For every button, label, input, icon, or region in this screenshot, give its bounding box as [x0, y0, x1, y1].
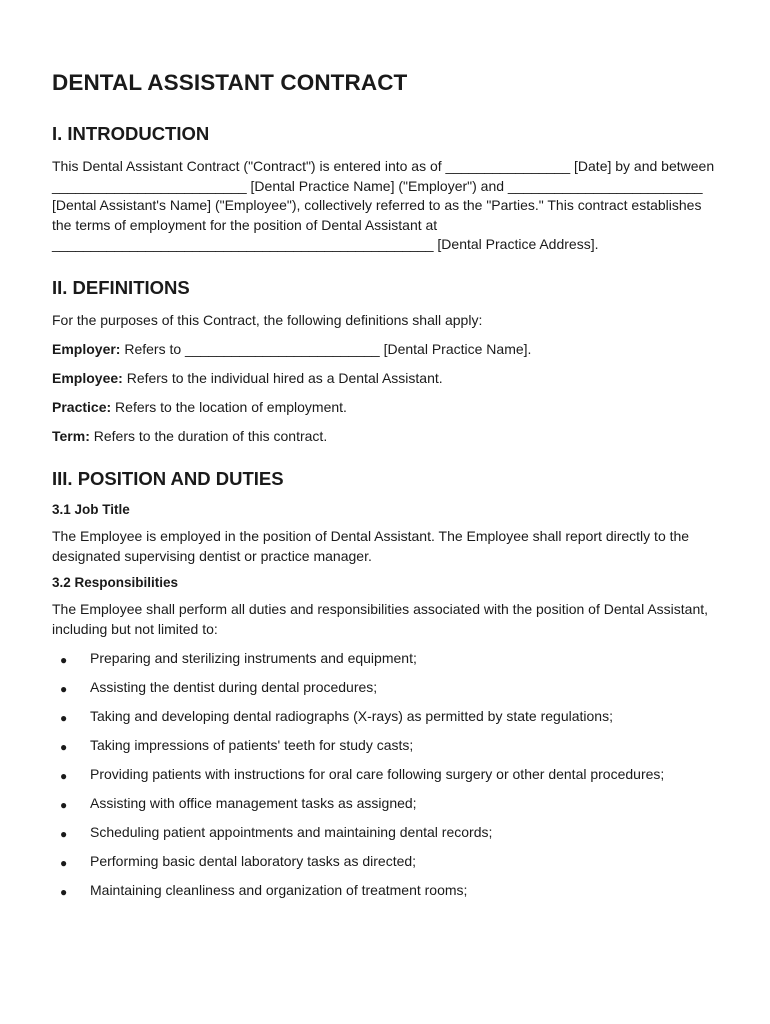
bullet-icon: ● [60, 798, 68, 812]
list-item [52, 823, 720, 843]
section-spacer [52, 456, 720, 468]
responsibilities-lead: The Employee shall perform all duties and responsibilities associated with the position of Dental Assistant, including but not limited to: [52, 601, 709, 637]
definition-term: Practice: [52, 399, 112, 415]
definition-term-item [52, 427, 720, 447]
duty-text: Assisting with office management tasks as assigned; [90, 795, 417, 811]
definition-employee [52, 369, 720, 389]
document-title: DENTAL ASSISTANT CONTRACT [52, 70, 408, 95]
list-item [52, 707, 720, 727]
bullet-icon: ● [60, 769, 68, 783]
bullet-icon: ● [60, 827, 68, 841]
definition-text: Refers to the location of employment. [111, 399, 347, 415]
list-item [52, 852, 720, 872]
definition-text: Refers to the individual hired as a Dental Assistant. [122, 370, 443, 386]
definition-term: Employee: [52, 370, 123, 386]
bullet-icon: ● [60, 856, 68, 870]
definition-term: Employer: [52, 341, 121, 357]
bullet-icon: ● [60, 711, 68, 725]
definition-term: Term: [52, 428, 90, 444]
list-item [52, 881, 720, 901]
section-heading-definitions: II. DEFINITIONS [52, 276, 190, 298]
section-position-duties [52, 468, 720, 901]
introduction-paragraph: This Dental Assistant Contract ("Contract") is entered into as of ________________ [Date] by and between _________________________ [Dental Practice Name] ("Employer") and _________________________ [Dental Assistant's Name] ("Employee"), collectively referred to as the "Parties." This contract establishes the terms of employment for the position of Dental Assistant at _________________________________________________ [Dental Practice Address]. [52, 158, 715, 252]
subheading-job-title: 3.1 Job Title [52, 502, 130, 517]
bullet-icon: ● [60, 885, 68, 899]
list-item [52, 736, 720, 756]
subheading-responsibilities: 3.2 Responsibilities [52, 575, 179, 590]
list-item [52, 678, 720, 698]
section-heading-introduction: I. INTRODUCTION [52, 123, 210, 144]
duties-list [52, 649, 720, 901]
section-definitions [52, 277, 720, 447]
list-item [52, 794, 720, 814]
duty-text: Assisting the dentist during dental procedures; [90, 679, 378, 695]
list-item [52, 765, 720, 785]
bullet-icon: ● [60, 740, 68, 754]
bullet-icon: ● [60, 682, 68, 696]
duty-text: Taking and developing dental radiographs (X-rays) as permitted by state regulations; [90, 708, 613, 724]
definition-practice [52, 398, 720, 418]
definition-text: Refers to _________________________ [Dental Practice Name]. [120, 341, 532, 357]
duty-text: Providing patients with instructions for oral care following surgery or other dental procedures; [90, 766, 665, 782]
definition-text: Refers to the duration of this contract. [89, 428, 328, 444]
definition-employer [52, 340, 720, 360]
duty-text: Taking impressions of patients' teeth for study casts; [90, 737, 414, 753]
bullet-icon: ● [60, 653, 68, 667]
definitions-lead: For the purposes of this Contract, the following definitions shall apply: [52, 311, 483, 328]
duty-text: Performing basic dental laboratory tasks as directed; [90, 853, 417, 869]
section-introduction [52, 123, 720, 255]
section-heading-position: III. POSITION AND DUTIES [52, 468, 284, 489]
duty-text: Scheduling patient appointments and maintaining dental records; [90, 824, 493, 840]
list-item [52, 649, 720, 669]
duty-text: Maintaining cleanliness and organization of treatment rooms; [90, 882, 468, 898]
duty-text: Preparing and sterilizing instruments and equipment; [90, 650, 417, 666]
job-title-paragraph: The Employee is employed in the position of Dental Assistant. The Employee shall report directly to the designated supervising dentist or practice manager. [52, 528, 690, 564]
